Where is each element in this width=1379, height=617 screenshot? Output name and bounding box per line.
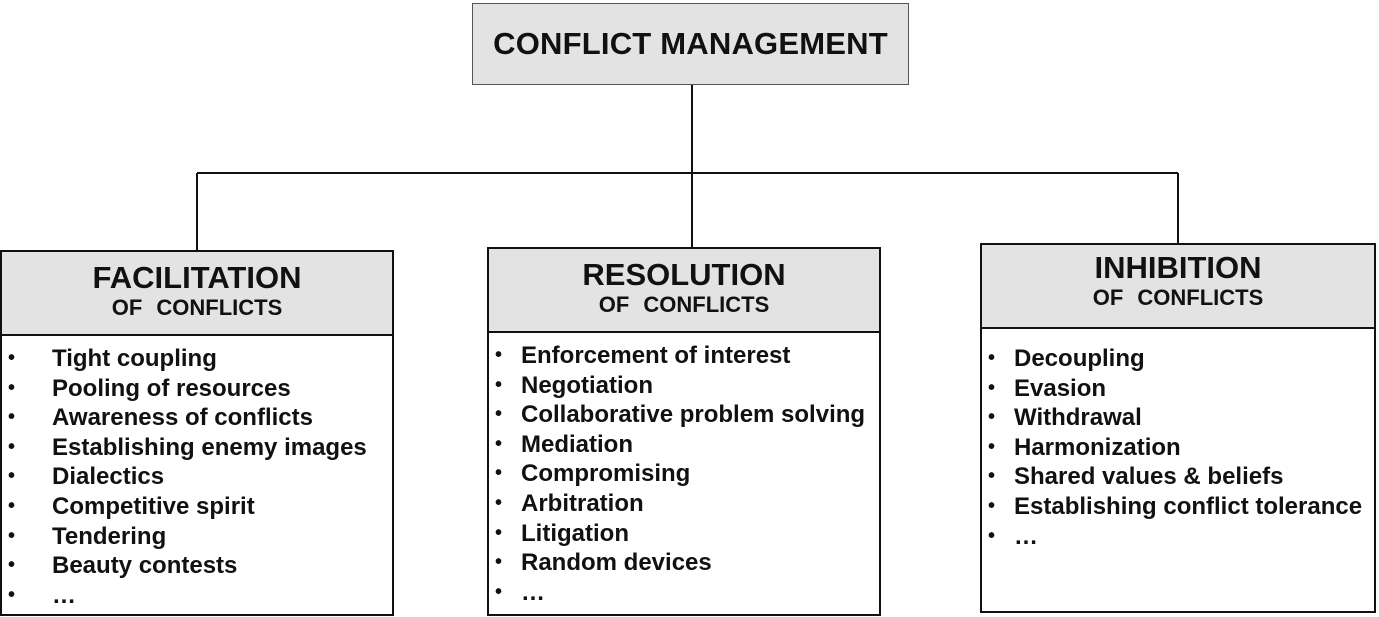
bullet-icon: • (8, 524, 16, 547)
item-text: Mediation (521, 430, 633, 458)
item-text: Pooling of resources (52, 374, 291, 402)
list-item (982, 433, 1374, 463)
item-text: Harmonization (1014, 433, 1181, 461)
branch-header (2, 252, 392, 336)
item-text: Tendering (52, 522, 167, 550)
bullet-icon: • (495, 580, 503, 603)
branch-title: RESOLUTION (582, 257, 786, 292)
list-item (982, 492, 1374, 522)
list-item (982, 522, 1374, 552)
list-item (2, 462, 392, 492)
item-text: Random devices (521, 549, 712, 577)
list-item (489, 341, 879, 371)
list-item (2, 374, 392, 404)
item-text: Enforcement of interest (521, 342, 791, 369)
branch-header (982, 245, 1374, 329)
bullet-icon: • (988, 494, 996, 517)
list-item (489, 519, 879, 549)
branch-facilitation (0, 250, 394, 616)
item-text: Establishing enemy images (52, 433, 367, 461)
list-item (489, 578, 879, 608)
list-item (2, 551, 392, 581)
list-item (489, 430, 879, 460)
list-item (2, 581, 392, 611)
bullet-icon: • (8, 465, 16, 488)
root-title: CONFLICT MANAGEMENT (493, 26, 888, 61)
item-text: Evasion (1014, 374, 1107, 402)
item-text: … (521, 578, 545, 606)
branch-title: FACILITATION (92, 260, 302, 295)
bullet-icon: • (8, 583, 16, 606)
branch-header (489, 249, 879, 333)
item-text: Withdrawal (1014, 404, 1142, 432)
list-item (489, 459, 879, 489)
list-item (982, 403, 1374, 433)
branch-inhibition (980, 243, 1376, 613)
item-text: Decoupling (1014, 345, 1145, 372)
bullet-icon: • (8, 435, 16, 458)
bullet-icon: • (495, 373, 503, 396)
bullet-icon: • (988, 406, 996, 429)
bullet-icon: • (495, 432, 503, 455)
item-text: Compromising (521, 460, 691, 488)
list-item (489, 371, 879, 401)
branch-subtitle: OF CONFLICTS (1092, 285, 1264, 310)
list-item (489, 548, 879, 578)
bullet-icon: • (988, 524, 996, 547)
list-item (982, 374, 1374, 404)
item-text: Tight coupling (52, 345, 217, 372)
branch-title: INHIBITION (1094, 250, 1262, 285)
bullet-icon: • (495, 344, 503, 366)
bullet-icon: • (495, 462, 503, 485)
bullet-icon: • (988, 347, 996, 369)
item-text: Beauty contests (52, 552, 238, 580)
list-item (982, 462, 1374, 492)
list-item (2, 403, 392, 433)
item-text: Competitive spirit (52, 492, 255, 520)
list-item (2, 492, 392, 522)
list-item (2, 433, 392, 463)
bullet-icon: • (8, 554, 16, 577)
item-text: Collaborative problem solving (521, 401, 866, 429)
bullet-icon: • (988, 376, 996, 399)
list-item (489, 489, 879, 519)
item-list (2, 336, 392, 610)
branch-resolution (487, 247, 881, 616)
item-text: Negotiation (521, 371, 653, 399)
branch-subtitle: OF CONFLICTS (598, 292, 770, 317)
bullet-icon: • (8, 347, 16, 369)
bullet-icon: • (495, 551, 503, 574)
item-text: Dialectics (52, 463, 165, 491)
bullet-icon: • (495, 491, 503, 514)
item-text: Arbitration (521, 489, 644, 517)
bullet-icon: • (8, 494, 16, 517)
item-text: Awareness of conflicts (52, 404, 313, 432)
item-text: Litigation (521, 519, 629, 547)
list-item (2, 522, 392, 552)
bullet-icon: • (495, 403, 503, 426)
bullet-icon: • (8, 376, 16, 399)
root-node (472, 3, 909, 85)
item-list (982, 329, 1374, 551)
bullet-icon: • (988, 435, 996, 458)
item-list (489, 333, 879, 607)
list-item (982, 344, 1374, 374)
list-item (489, 400, 879, 430)
item-text: … (52, 581, 76, 609)
item-text: Establishing conflict tolerance (1014, 492, 1363, 520)
bullet-icon: • (988, 465, 996, 488)
bullet-icon: • (495, 521, 503, 544)
item-text: … (1014, 522, 1038, 550)
list-item (2, 344, 392, 374)
item-text: Shared values & beliefs (1014, 463, 1284, 491)
bullet-icon: • (8, 406, 16, 429)
branch-subtitle: OF CONFLICTS (111, 295, 283, 320)
